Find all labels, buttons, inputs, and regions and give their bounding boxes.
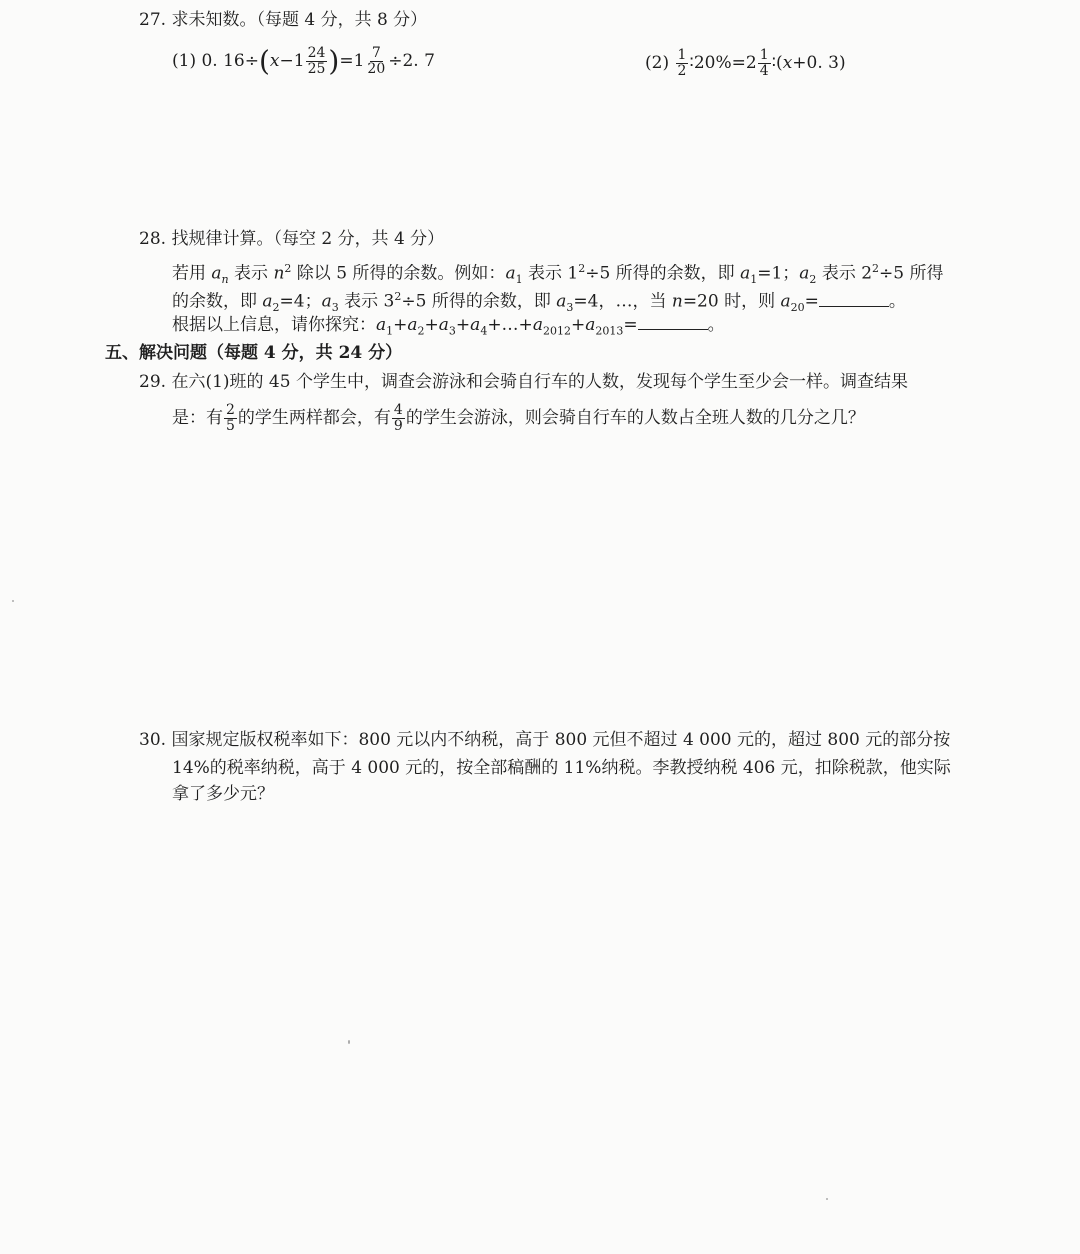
plus: +	[424, 315, 439, 335]
var-a: a	[505, 263, 516, 284]
subscript: n	[221, 273, 229, 287]
q28-title: 28. 找规律计算。（每空 2 分，共 4 分）	[139, 229, 445, 249]
subscript: 2013	[595, 324, 624, 338]
plus: +	[393, 315, 408, 335]
subscript: 1	[515, 273, 523, 287]
q30-line2: 14%的税率纳税，高于 4 000 元的，按全部稿酬的 11%纳税。李教授纳税 406 元，扣除税款，他实际	[172, 758, 951, 778]
q27-p2-frac1	[676, 48, 689, 79]
text: =20 时，则	[682, 291, 781, 312]
q27-part2	[645, 46, 846, 80]
var-n: n	[273, 263, 285, 284]
var-a: a	[740, 263, 751, 284]
q29-frac1	[224, 403, 237, 434]
text: 是：有	[172, 408, 223, 428]
var-a: a	[780, 291, 791, 312]
text: 。	[888, 291, 906, 312]
q29-line2	[172, 400, 865, 436]
q27-p1-frac2	[365, 46, 387, 77]
text: 表示 2	[816, 263, 873, 284]
q27-p2-mid: ∶20%=2	[689, 53, 757, 73]
text: 的学生会游泳，则会骑自行车的人数占全班人数的几分之几？	[405, 408, 865, 428]
subscript: 2	[272, 301, 280, 315]
text: ÷5 所得	[879, 263, 944, 284]
answer-blank-a20[interactable]	[819, 292, 889, 307]
frac-den: 9	[393, 418, 403, 434]
subscript: 1	[386, 324, 394, 338]
scan-speck	[12, 600, 14, 602]
var-n: n	[671, 291, 683, 312]
frac-num: 1	[759, 47, 769, 63]
text: 表示 1	[522, 263, 579, 284]
q27-p2-var: x	[782, 53, 793, 73]
text: ÷5 所得的余数，即	[585, 263, 741, 284]
subscript: 3	[448, 324, 456, 338]
text: =	[623, 315, 638, 335]
superscript: 2	[284, 262, 292, 275]
plus: +…+	[487, 315, 533, 335]
q30-line1: 30. 国家规定版权税率如下：800 元以内不纳税，高于 800 元但不超过 4 000 元的，超过 800 元的部分按	[139, 730, 951, 750]
text: 若用	[172, 263, 212, 284]
superscript: 2	[394, 290, 402, 303]
plus: +	[570, 315, 586, 335]
frac-den: 5	[226, 418, 235, 434]
q27-p1-label: (1) 0. 16÷	[172, 51, 259, 71]
frac-den: 20	[367, 61, 386, 77]
frac-den: 25	[307, 61, 326, 77]
scan-speck	[826, 1198, 828, 1200]
q27-p1-minus: −1	[279, 51, 305, 71]
var-a: a	[376, 315, 387, 335]
text: =	[804, 291, 819, 312]
q27-p2-tail-pre: ∶(	[771, 53, 783, 73]
text: 的学生两样都会，有	[237, 408, 391, 428]
q27-p2-frac2	[758, 48, 771, 79]
var-a: a	[585, 315, 596, 335]
q28-line3	[172, 313, 725, 343]
var-a: a	[407, 315, 418, 335]
subscript: 20	[790, 301, 805, 315]
frac-num: 1	[677, 47, 687, 63]
scan-speck	[348, 1040, 350, 1044]
text: 的余数，即	[172, 291, 263, 312]
text: ÷5 所得的余数，即	[401, 291, 557, 312]
answer-blank-sum[interactable]	[638, 315, 708, 330]
text: =4，…，当	[573, 291, 672, 312]
q27-p1-tail: ÷2. 7	[388, 51, 435, 71]
var-a: a	[321, 291, 332, 312]
q27-p1-frac1	[306, 46, 328, 77]
q27-title: 27. 求未知数。（每题 4 分，共 8 分）	[139, 10, 428, 30]
subscript: 3	[331, 301, 339, 315]
text: 根据以上信息，请你探究：	[172, 315, 376, 335]
q27-p2-label: (2)	[645, 53, 670, 73]
q27-p2-tail-post: +0. 3)	[792, 53, 846, 73]
frac-num: 7	[371, 45, 381, 61]
q27-part1	[172, 44, 435, 78]
q27-p1-close-paren: )	[328, 44, 340, 78]
var-a: a	[262, 291, 273, 312]
var-a: a	[532, 315, 543, 335]
subscript: 4	[480, 324, 488, 338]
frac-den: 4	[759, 63, 769, 79]
var-a: a	[438, 315, 449, 335]
subscript: 2	[809, 273, 817, 287]
q29-frac2	[392, 403, 405, 434]
subscript: 2	[417, 324, 425, 338]
text: 除以 5 所得的余数。例如：	[291, 263, 506, 284]
section5-title: 五、解决问题（每题 4 分，共 24 分）	[105, 343, 403, 363]
var-a: a	[211, 263, 222, 284]
text: 。	[707, 315, 725, 335]
frac-num: 4	[393, 402, 403, 418]
var-a: a	[470, 315, 481, 335]
superscript: 2	[578, 262, 586, 275]
subscript: 3	[566, 301, 574, 315]
subscript: 2012	[542, 324, 571, 338]
plus: +	[455, 315, 471, 335]
q27-p1-eq: =1	[339, 51, 365, 71]
frac-num: 24	[307, 45, 326, 61]
subscript: 1	[750, 273, 758, 287]
text: =1；	[757, 263, 800, 284]
frac-num: 2	[226, 402, 235, 418]
superscript: 2	[872, 262, 880, 275]
var-a: a	[556, 291, 567, 312]
text: =4；	[279, 291, 322, 312]
var-a: a	[799, 263, 810, 284]
text: 表示 3	[338, 291, 395, 312]
q27-p1-var: x	[269, 51, 280, 71]
q30-line3: 拿了多少元？	[172, 784, 274, 804]
q29-line1: 29. 在六(1)班的 45 个学生中，调查会游泳和会骑自行车的人数，发现每个学生至少会一样。调查结果	[139, 372, 908, 392]
q27-p1-open-paren: (	[258, 44, 270, 78]
frac-den: 2	[677, 63, 687, 79]
text: 表示	[228, 263, 274, 284]
